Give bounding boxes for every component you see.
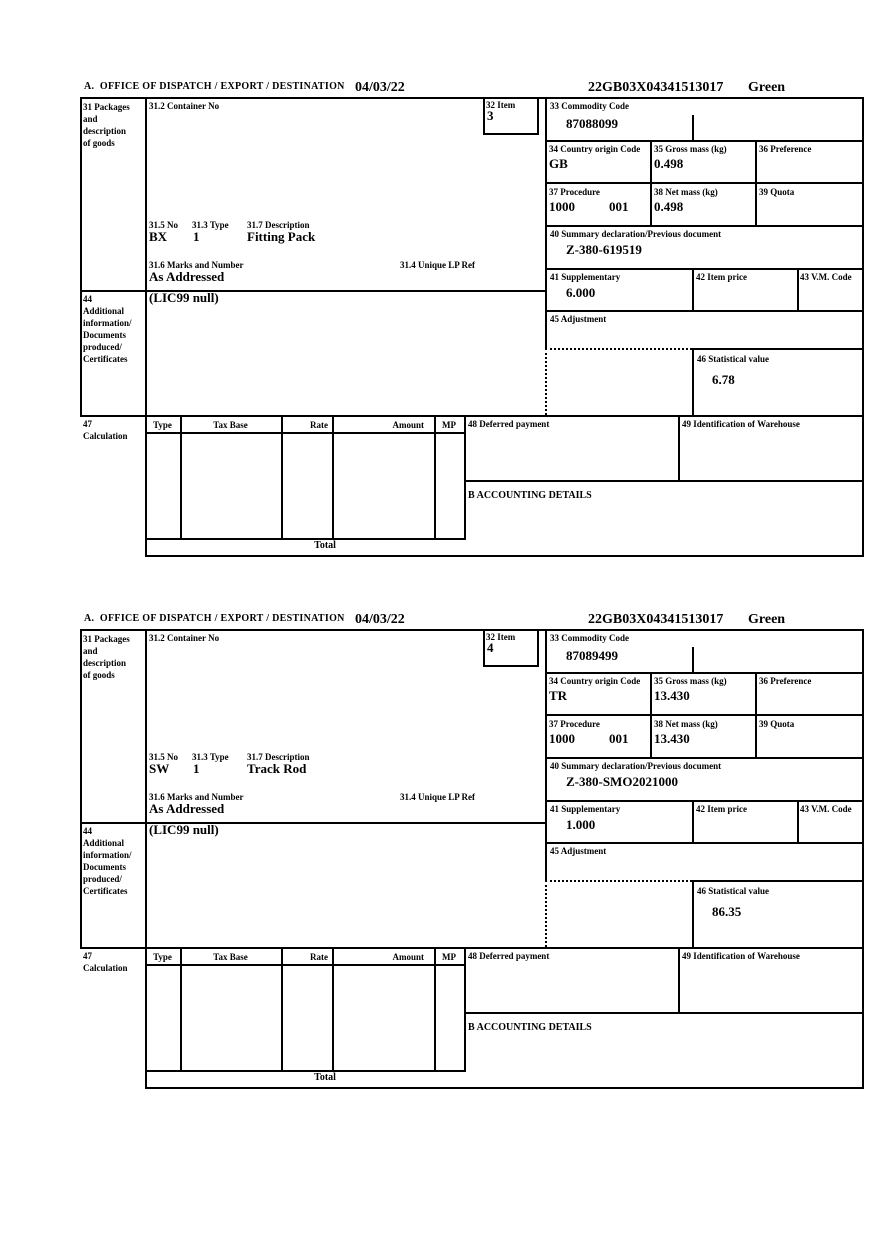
vm-code-label: 43 V.M. Code	[800, 804, 852, 814]
declaration-date: 04/03/22	[355, 612, 405, 627]
grid-line	[80, 629, 864, 631]
description-value: Fitting Pack	[247, 229, 316, 244]
grid-line	[145, 629, 147, 1087]
grid-line	[797, 800, 799, 842]
net-mass-value: 13.430	[654, 731, 690, 746]
grid-line	[145, 97, 147, 555]
procedure-value-2: 001	[609, 731, 629, 746]
procedure-label: 37 Procedure	[549, 187, 600, 197]
net-mass-value: 0.498	[654, 199, 684, 214]
supplementary-label: 41 Supplementary	[550, 272, 621, 282]
origin-country-value: TR	[549, 688, 568, 703]
calc-col-rate: Rate	[310, 420, 328, 430]
grid-line	[145, 555, 864, 557]
grid-line	[545, 310, 864, 312]
procedure-label: 37 Procedure	[549, 719, 600, 729]
procedure-value-1: 1000	[549, 731, 575, 746]
gross-mass-value: 0.498	[654, 156, 684, 171]
supplementary-value: 6.000	[566, 285, 596, 300]
quota-label: 39 Quota	[759, 187, 795, 197]
origin-country-label: 34 Country origin Code	[549, 676, 641, 686]
grid-line	[545, 225, 864, 227]
grid-line	[464, 480, 864, 482]
calc-col-tax-base: Tax Base	[213, 420, 248, 430]
declaration-date: 04/03/22	[355, 80, 405, 95]
grid-line	[545, 182, 864, 184]
box-31-label: 31 Packages and description of goods	[83, 102, 130, 148]
grid-line	[692, 880, 864, 882]
mrn-number: 22GB03X04341513017	[588, 80, 724, 95]
adjustment-label: 45 Adjustment	[550, 314, 607, 324]
box-47-label: 47 Calculation	[83, 419, 128, 441]
description-label: 31.7 Description	[247, 220, 310, 230]
item-label: 32 Item	[486, 632, 516, 642]
grid-line	[545, 140, 864, 142]
package-type-value: 1	[193, 761, 200, 776]
container-no-label: 31.2 Container No	[149, 101, 220, 111]
package-no-value: BX	[149, 229, 168, 244]
previous-document-label: 40 Summary declaration/Previous document	[550, 229, 722, 239]
preference-label: 36 Preference	[759, 676, 812, 686]
container-no-label: 31.2 Container No	[149, 633, 220, 643]
grid-line	[755, 140, 757, 225]
dotted-divider	[545, 880, 692, 882]
net-mass-label: 38 Net mass (kg)	[654, 187, 718, 197]
statistical-value-label: 46 Statistical value	[697, 354, 769, 364]
grid-line	[797, 268, 799, 310]
marks-label: 31.6 Marks and Number	[149, 792, 244, 802]
accounting-details-label: B ACCOUNTING DETAILS	[468, 1022, 592, 1033]
grid-line	[145, 964, 466, 966]
total-label: Total	[314, 1072, 336, 1083]
box-44-label: 44 Additional information/ Documents produced/ Certificates	[83, 826, 132, 896]
route-status: Green	[748, 80, 786, 95]
grid-line	[692, 348, 694, 415]
procedure-value-1: 1000	[549, 199, 575, 214]
unique-lp-ref-label: 31.4 Unique LP Ref	[400, 792, 476, 802]
item-value: 3	[487, 108, 494, 123]
grid-line	[650, 140, 652, 225]
box-44-label: 44 Additional information/ Documents produced/ Certificates	[83, 294, 132, 364]
dotted-divider	[545, 348, 547, 415]
item-price-label: 42 Item price	[696, 272, 747, 282]
grid-line	[80, 947, 864, 949]
package-type-label: 31.3 Type	[192, 220, 229, 230]
statistical-value: 86.35	[712, 904, 742, 919]
net-mass-label: 38 Net mass (kg)	[654, 719, 718, 729]
deferred-payment-label: 48 Deferred payment	[468, 419, 550, 429]
commodity-code-divider	[692, 115, 694, 140]
dotted-divider	[545, 348, 692, 350]
grid-line	[545, 842, 864, 844]
gross-mass-label: 35 Gross mass (kg)	[654, 144, 727, 154]
calc-col-type: Type	[153, 420, 172, 430]
grid-line	[80, 97, 82, 415]
grid-line	[692, 880, 694, 947]
office-header-title: A. OFFICE OF DISPATCH / EXPORT / DESTINATION	[84, 81, 345, 92]
previous-document-value: Z-380-SMO2021000	[566, 774, 678, 789]
grid-line	[862, 629, 864, 1089]
grid-line	[80, 629, 82, 947]
calc-col-mp: MP	[442, 952, 456, 962]
statistical-value: 6.78	[712, 372, 735, 387]
grid-line	[755, 672, 757, 757]
calc-col-mp: MP	[442, 420, 456, 430]
package-type-label: 31.3 Type	[192, 752, 229, 762]
package-no-label: 31.5 No	[149, 752, 178, 762]
unique-lp-ref-label: 31.4 Unique LP Ref	[400, 260, 476, 270]
grid-line	[464, 1012, 864, 1014]
grid-line	[145, 1087, 864, 1089]
gross-mass-value: 13.430	[654, 688, 690, 703]
route-status: Green	[748, 612, 786, 627]
additional-info-value: (LIC99 null)	[149, 822, 219, 837]
grid-line	[545, 714, 864, 716]
grid-line	[862, 97, 864, 557]
adjustment-label: 45 Adjustment	[550, 846, 607, 856]
grid-line	[650, 672, 652, 757]
origin-country-label: 34 Country origin Code	[549, 144, 641, 154]
marks-value: As Addressed	[149, 269, 225, 284]
supplementary-value: 1.000	[566, 817, 596, 832]
grid-line	[145, 432, 466, 434]
sad-item-form	[80, 80, 864, 560]
description-value: Track Rod	[247, 761, 307, 776]
total-label: Total	[314, 540, 336, 551]
commodity-code-label: 33 Commodity Code	[550, 101, 629, 111]
marks-label: 31.6 Marks and Number	[149, 260, 244, 270]
calc-col-type: Type	[153, 952, 172, 962]
item-label: 32 Item	[486, 100, 516, 110]
accounting-details-label: B ACCOUNTING DETAILS	[468, 490, 592, 501]
procedure-value-2: 001	[609, 199, 629, 214]
grid-line	[678, 947, 680, 1012]
description-label: 31.7 Description	[247, 752, 310, 762]
box-31-label: 31 Packages and description of goods	[83, 634, 130, 680]
additional-info-value: (LIC99 null)	[149, 290, 219, 305]
supplementary-label: 41 Supplementary	[550, 804, 621, 814]
grid-line	[545, 268, 864, 270]
package-type-value: 1	[193, 229, 200, 244]
deferred-payment-label: 48 Deferred payment	[468, 951, 550, 961]
quota-label: 39 Quota	[759, 719, 795, 729]
warehouse-id-label: 49 Identification of Warehouse	[682, 419, 800, 429]
grid-line	[545, 800, 864, 802]
commodity-code-label: 33 Commodity Code	[550, 633, 629, 643]
origin-country-value: GB	[549, 156, 568, 171]
grid-line	[692, 348, 864, 350]
office-header-title: A. OFFICE OF DISPATCH / EXPORT / DESTINATION	[84, 613, 345, 624]
box-47-label: 47 Calculation	[83, 951, 128, 973]
mrn-number: 22GB03X04341513017	[588, 612, 724, 627]
item-price-label: 42 Item price	[696, 804, 747, 814]
statistical-value-label: 46 Statistical value	[697, 886, 769, 896]
grid-line	[80, 97, 864, 99]
grid-line	[692, 268, 694, 310]
calc-col-amount: Amount	[392, 420, 424, 430]
vm-code-label: 43 V.M. Code	[800, 272, 852, 282]
package-no-value: SW	[149, 761, 170, 776]
grid-line	[545, 672, 864, 674]
commodity-code-divider	[692, 647, 694, 672]
calc-col-rate: Rate	[310, 952, 328, 962]
previous-document-value: Z-380-619519	[566, 242, 642, 257]
package-no-label: 31.5 No	[149, 220, 178, 230]
sad-item-form	[80, 612, 864, 1092]
grid-line	[692, 800, 694, 842]
calc-col-tax-base: Tax Base	[213, 952, 248, 962]
commodity-code-value: 87089499	[566, 648, 618, 663]
warehouse-id-label: 49 Identification of Warehouse	[682, 951, 800, 961]
commodity-code-value: 87088099	[566, 116, 618, 131]
preference-label: 36 Preference	[759, 144, 812, 154]
previous-document-label: 40 Summary declaration/Previous document	[550, 761, 722, 771]
calc-col-amount: Amount	[392, 952, 424, 962]
item-value: 4	[487, 640, 494, 655]
grid-line	[80, 415, 864, 417]
marks-value: As Addressed	[149, 801, 225, 816]
gross-mass-label: 35 Gross mass (kg)	[654, 676, 727, 686]
grid-line	[678, 415, 680, 480]
grid-line	[545, 757, 864, 759]
dotted-divider	[545, 880, 547, 947]
